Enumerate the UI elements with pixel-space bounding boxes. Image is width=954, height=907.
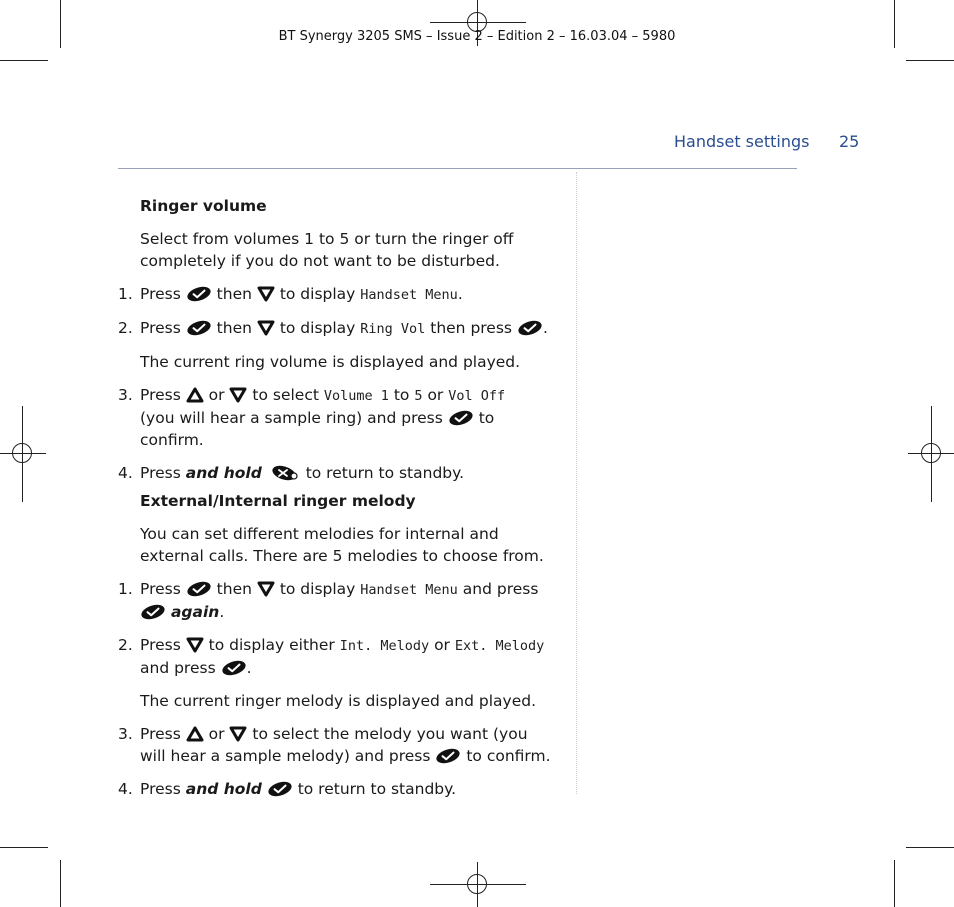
step-text: to return to standby.: [297, 780, 457, 798]
emphasis-text: and hold: [185, 464, 262, 482]
step-text: .: [219, 603, 225, 621]
step-2: [118, 634, 558, 679]
step-number: 3.: [118, 725, 133, 743]
step-number: 2.: [118, 319, 133, 337]
down-arrow-icon: [186, 637, 204, 653]
document-reference: BT Synergy 3205 SMS – Issue 2 – Edition 2 – 16.03.04 – 5980: [278, 29, 676, 44]
lcd-text: Handset Menu: [360, 287, 458, 303]
up-arrow-icon: [186, 387, 204, 403]
step-note: The current ring volume is displayed and played.: [140, 353, 521, 371]
step-text: and press: [140, 659, 216, 677]
step-3: [118, 723, 558, 767]
lcd-text: Vol Off: [448, 388, 506, 404]
header-rule: [118, 168, 797, 169]
step-text: to display: [279, 285, 356, 303]
column-divider: [576, 172, 577, 794]
step-number: 4.: [118, 780, 133, 798]
end-call-icon: [267, 465, 301, 481]
down-arrow-icon: [257, 286, 275, 302]
step-note: The current ringer melody is displayed and played.: [140, 692, 536, 710]
step-text: to confirm.: [140, 409, 495, 449]
ok-check-icon: [448, 410, 474, 426]
step-number: 3.: [118, 386, 133, 404]
ok-check-icon: [435, 748, 461, 764]
running-head: Handset settings: [674, 132, 810, 151]
step-number: 1.: [118, 580, 133, 598]
step-text: Press: [140, 285, 181, 303]
ok-check-icon: [517, 320, 543, 336]
step-text: to display: [279, 580, 356, 598]
emphasis-text: again: [170, 603, 220, 621]
step-text: or: [208, 386, 225, 404]
step-text: or: [427, 386, 444, 404]
step-4: [118, 462, 558, 484]
step-number: 2.: [118, 636, 133, 654]
step-text: Press: [140, 636, 181, 654]
step-text: then: [216, 319, 252, 337]
step-number: 4.: [118, 464, 133, 482]
lcd-text: Ring Vol: [360, 321, 426, 337]
emphasis-text: and hold: [185, 780, 262, 798]
lcd-text: Ext. Melody: [454, 638, 545, 654]
lcd-text: Int. Melody: [339, 638, 430, 654]
step-text: or: [208, 725, 225, 743]
lcd-text: 5: [414, 388, 423, 404]
step-4: [118, 778, 558, 800]
section-title: Ringer volume: [140, 197, 267, 215]
section-ringer-melody: [118, 490, 558, 800]
step-text: to confirm.: [466, 747, 551, 765]
step-text: (you will hear a sample ring) and press: [140, 409, 443, 427]
step-text: to select the melody you want (you will hear a sample melody) and press: [140, 725, 528, 765]
step-text: .: [246, 659, 252, 677]
ok-check-icon: [186, 581, 212, 597]
ok-check-icon: [186, 320, 212, 336]
step-text: Press: [140, 725, 181, 743]
lcd-text: Handset Menu: [360, 582, 458, 598]
step-text: to display either: [208, 636, 335, 654]
ok-check-icon: [267, 781, 293, 797]
up-arrow-icon: [186, 726, 204, 742]
step-number: 1.: [118, 285, 133, 303]
step-text: then: [216, 285, 252, 303]
step-text: then press: [430, 319, 512, 337]
step-text: to display: [279, 319, 356, 337]
lcd-text: Volume 1: [323, 388, 389, 404]
step-1: [118, 578, 558, 623]
step-text: to return to standby.: [305, 464, 465, 482]
step-text: or: [434, 636, 450, 654]
down-arrow-icon: [257, 581, 275, 597]
ok-check-icon: [221, 660, 247, 676]
step-2: [118, 317, 558, 340]
ok-check-icon: [186, 286, 212, 302]
step-text: .: [457, 285, 463, 303]
step-text: Press: [140, 386, 181, 404]
section-intro: You can set different melodies for internal and external calls. There are 5 melodies to choose from.: [140, 525, 544, 565]
ok-check-icon: [140, 604, 166, 620]
down-arrow-icon: [229, 726, 247, 742]
step-text: Press: [140, 464, 181, 482]
step-text: Press: [140, 580, 181, 598]
step-text: Press: [140, 319, 181, 337]
section-ringer-volume: [118, 195, 558, 484]
down-arrow-icon: [229, 387, 247, 403]
down-arrow-icon: [257, 320, 275, 336]
step-text: Press: [140, 780, 181, 798]
step-text: then: [216, 580, 252, 598]
step-text: .: [542, 319, 548, 337]
section-title: External/Internal ringer melody: [140, 492, 416, 510]
step-1: [118, 283, 558, 306]
step-3: [118, 384, 558, 451]
step-text: to select: [252, 386, 319, 404]
step-text: to: [393, 386, 410, 404]
page-number: 25: [839, 132, 860, 151]
step-text: and press: [462, 580, 539, 598]
section-intro: Select from volumes 1 to 5 or turn the ringer off completely if you do not want to be disturbed.: [140, 230, 514, 270]
